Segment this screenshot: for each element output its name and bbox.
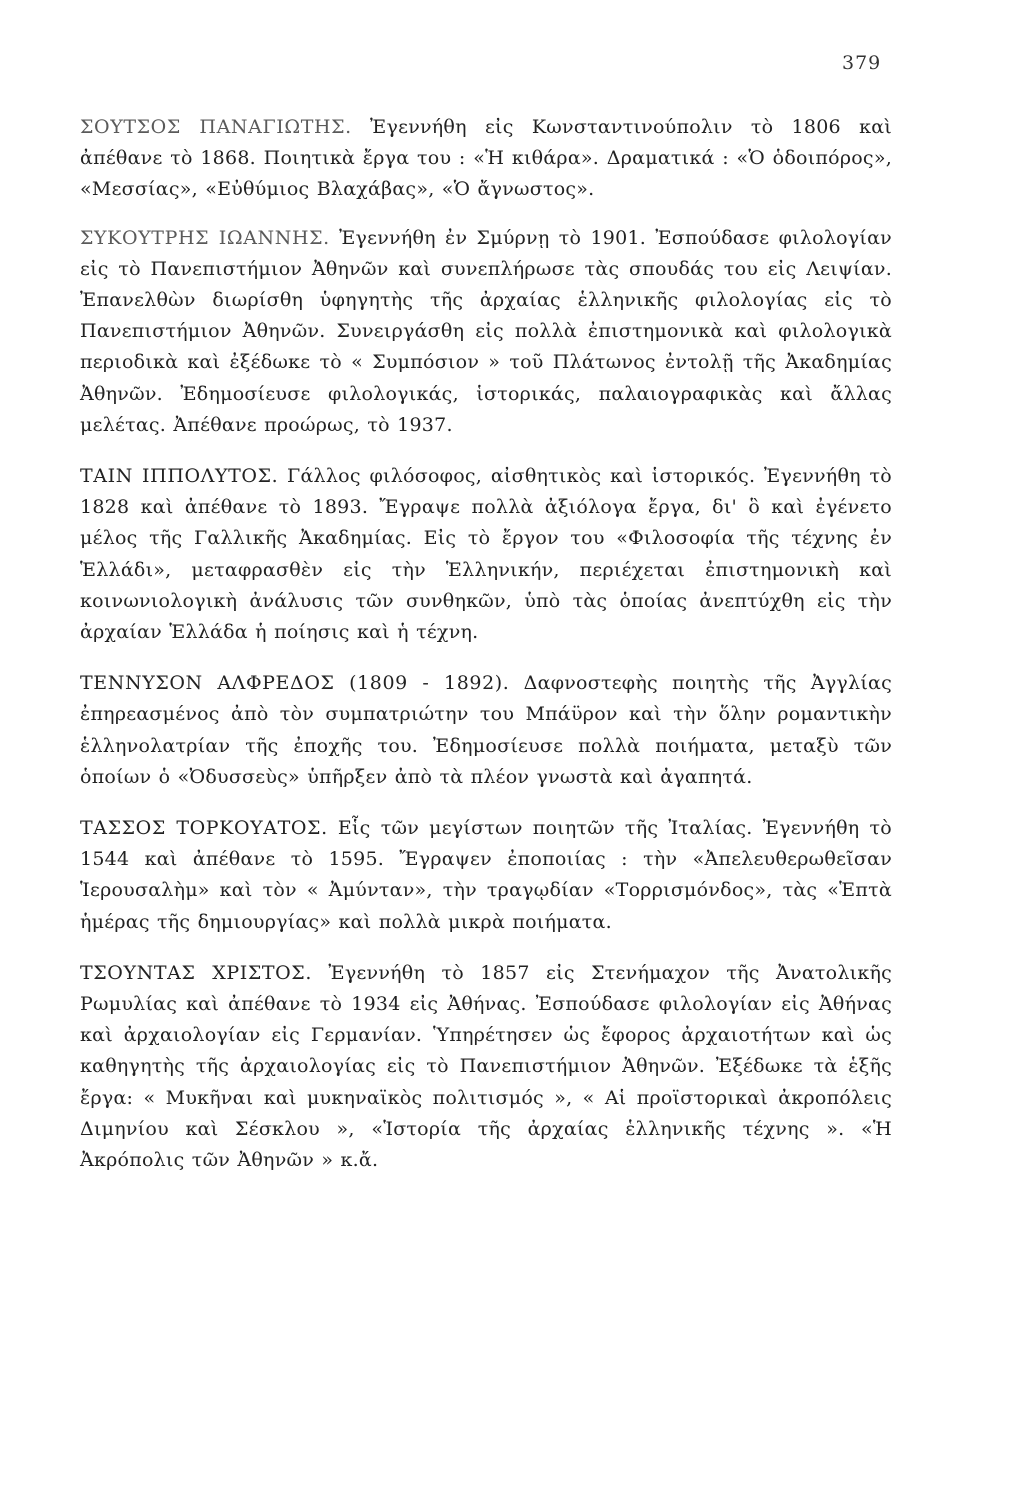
entry-sykoutris <box>80 223 892 441</box>
entry-taine <box>80 461 892 648</box>
entry-tennyson <box>80 668 892 793</box>
entry-name: ΣΥΚΟΥΤΡΗΣ ΙΩΑΝΝΗΣ. <box>80 226 330 249</box>
entry-tasso <box>80 813 892 938</box>
entry-name: ΤΕΝΝΥΣΟΝ ΑΛΦΡΕΔΟΣ (1809 - 1892). <box>80 672 510 695</box>
entry-name: ΤΑΙΝ ΙΠΠΟΛΥΤΟΣ. <box>80 465 279 488</box>
entry-soutsos <box>80 112 892 206</box>
page-number: 379 <box>842 52 882 74</box>
entry-text: Ἐγεννήθη εἰς Κωνσταντινούπολιν τὸ 1806 καὶ ἀπέθανε τὸ 1868. Ποιητικὰ ἔργα του : «Ἡ κιθάρα». Δραματικά : «Ὁ ὁδοιπόρος», «Μεσσίας», «Εὐθύμιος Βλαχάβας», «Ὁ ἄγνωστος». <box>80 116 893 201</box>
entry-text: Ἐγεννήθη ἐν Σμύρνῃ τὸ 1901. Ἐσπούδασε φιλολογίαν εἰς τὸ Πανεπιστήμιον Ἀθηνῶν καὶ συνεπλήρωσε τὰς σπουδάς του εἰς Λειψίαν. Ἐπανελθὼν διωρίσθη ὑφηγητὴς τῆς ἀρχαίας ἑλληνικῆς φιλολογίας εἰς τὸ Πανεπιστήμιον Ἀθηνῶν. Συνειργάσθη εἰς πολλὰ ἐπιστημονικὰ καὶ φιλολογικὰ περιοδικὰ καὶ ἐξέδωκε τὸ « Συμπόσιον » τοῦ Πλάτωνος ἐντολῇ τῆς Ἀκαδημίας Ἀθηνῶν. Ἐδημοσίευσε φιλολογικάς, ἱστορικάς, παλαιογραφικὰς καὶ ἄλλας μελέτας. Ἀπέθανε προώρως, τὸ 1937. <box>80 226 892 436</box>
entry-text: Γάλλος φιλόσοφος, αἰσθητικὸς καὶ ἱστορικός. Ἐγεννήθη τὸ 1828 καὶ ἀπέθανε τὸ 1893. Ἔγραψε πολλὰ ἀξιόλογα ἔργα, δι' ὃ καὶ ἐγένετο μέλος τῆς Γαλλικῆς Ἀκαδημίας. Εἰς τὸ ἔργον του «Φιλοσοφία τῆς τέχνης ἐν Ἑλλάδι», μεταφρασθὲν εἰς τὴν Ἑλληνικήν, περιέχεται ἐπιστημονικὴ καὶ κοινωνιολογικὴ ἀνάλυσις τῶν συνθηκῶν, ὑπὸ τὰς ὁποίας ἀνεπτύχθη εἰς τὴν ἀρχαίαν Ἑλλάδα ἡ ποίησις καὶ ἡ τέχνη. <box>80 465 892 644</box>
biographical-entries <box>80 112 892 1176</box>
entry-text: Δαφνοστεφὴς ποιητὴς τῆς Ἀγγλίας ἐπηρεασμένος ἀπὸ τὸν συμπατριώτην του Μπάϋρον καὶ τὴν ὅλην ρομαντικὴν ἑλληνολατρίαν τῆς ἐποχῆς του. Ἐδημοσίευσε πολλὰ ποιήματα, μεταξὺ τῶν ὁποίων ὁ «Ὀδυσσεὺς» ὑπῆρξεν ἀπὸ τὰ πλέον γνωστὰ καὶ ἀγαπητά. <box>80 672 892 788</box>
entry-name: ΣΟΥΤΣΟΣ ΠΑΝΑΓΙΩΤΗΣ. <box>80 116 352 138</box>
entry-name: ΤΣΟΥΝΤΑΣ ΧΡΙΣΤΟΣ. <box>80 961 312 984</box>
entry-text: Ἐγεννήθη τὸ 1857 εἰς Στενήμαχον τῆς Ἀνατολικῆς Ρωμυλίας καὶ ἀπέθανε τὸ 1934 εἰς Ἀθήνας. Ἐσπούδασε φιλολογίαν εἰς Ἀθήνας καὶ ἀρχαιολογίαν εἰς Γερμανίαν. Ὑπηρέτησεν ὡς ἔφορος ἀρχαιοτήτων καὶ ὡς καθηγητὴς τῆς ἀρχαιολογίας εἰς τὸ Πανεπιστήμιον Ἀθηνῶν. Ἐξέδωκε τὰ ἑξῆς ἔργα: « Μυκῆναι καὶ μυκηναϊκὸς πολιτισμός », « Αἱ προϊστορικαὶ ἀκροπόλεις Διμηνίου καὶ Σέσκλου », «Ἱστορία τῆς ἀρχαίας ἑλληνικῆς τέχνης ». «Ἡ Ἀκρόπολις τῶν Ἀθηνῶν » κ.ἄ. <box>80 961 892 1172</box>
entry-text: Εἷς τῶν μεγίστων ποιητῶν τῆς Ἰταλίας. Ἐγεννήθη τὸ 1544 καὶ ἀπέθανε τὸ 1595. Ἔγραψεν ἐποποιίας : τὴν «Ἀπελευθερωθεῖσαν Ἱερουσαλὴμ» καὶ τὸν « Ἀμύνταν», τὴν τραγῳδίαν «Τορρισμόνδος», τὰς «Ἑπτὰ ἡμέρας τῆς δημιουργίας» καὶ πολλὰ μικρὰ ποιήματα. <box>80 817 892 933</box>
entry-name: ΤΑΣΣΟΣ ΤΟΡΚΟΥΑΤΟΣ. <box>80 817 328 840</box>
entry-tsountas <box>80 958 892 1176</box>
